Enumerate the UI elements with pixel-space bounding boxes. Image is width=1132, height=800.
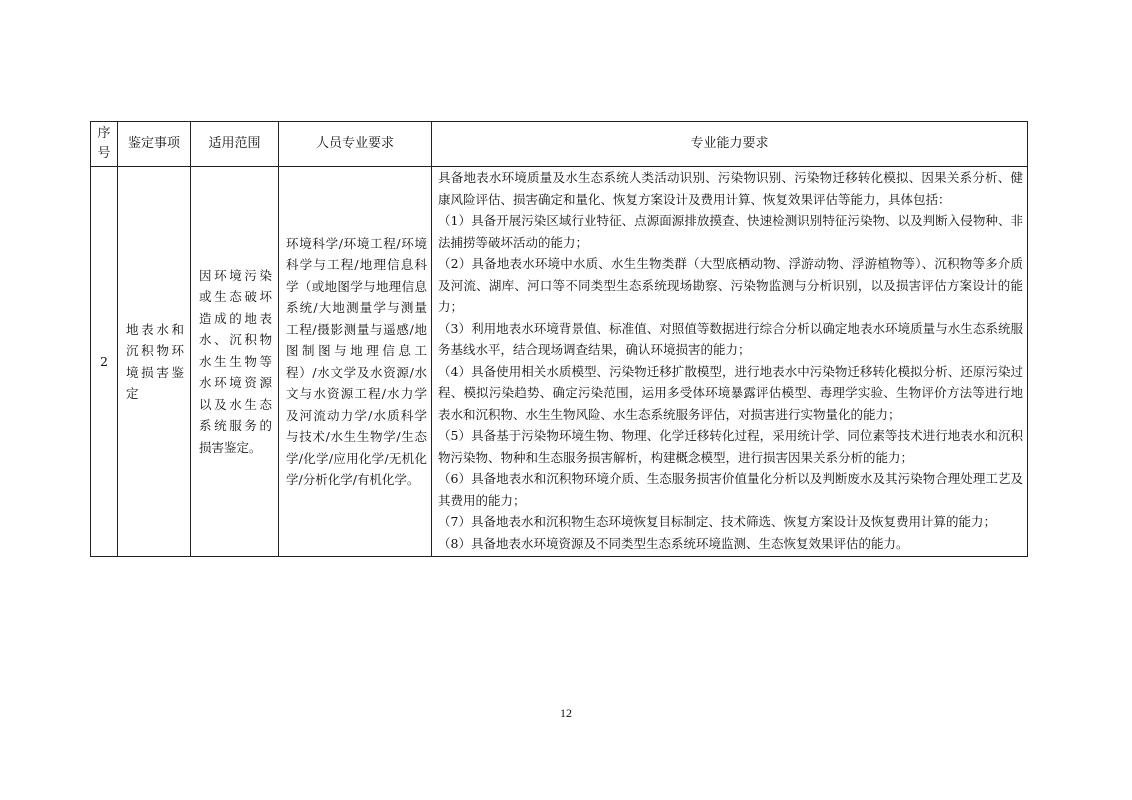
ability-item-8: （8）具备地表水环境资源及不同类型生态系统环境监测、生态恢复效果评估的能力。: [438, 535, 909, 551]
page-number: 12: [560, 706, 572, 720]
table-header-row: [91, 122, 1028, 167]
ability-intro: 具备地表水环境质量及水生态系统人类活动识别、污染物识别、污染物迁移转化模拟、因果关系分析、健康风险评估、损害确定和量化、恢复方案设计及费用计算、恢复效果评估等能力，具体包括：: [438, 170, 1023, 207]
ability-item-6: （6）具备地表水和沉积物环境介质、生态服务损害价值量化分析以及判断废水及其污染物合理处理工艺及其费用的能力；: [438, 471, 1023, 508]
row-scope: 因环境污染或生态破坏造成的地表水、沉积物水生生物等水环境资源以及水生态系统服务的损害鉴定。: [191, 167, 279, 557]
ability-item-2: （2）具备地表水环境中水质、水生生物类群（大型底栖动物、浮游动物、浮游植物等）、沉积物等多介质及河流、湖库、河口等不同类型生态系统现场勘察、污染物监测与分析识别，以及损害评估方案设计的能力；: [438, 256, 1023, 314]
header-scope: 适用范围: [191, 122, 279, 167]
header-serial-number-line1: 序: [97, 126, 111, 141]
ability-item-3: （3）利用地表水环境背景值、标准值、对照值等数据进行综合分析以确定地表水环境质量与水生态系统服务基线水平，结合现场调查结果，确认环境损害的能力；: [438, 320, 1023, 357]
ability-item-7: （7）具备地表水和沉积物生态环境恢复目标制定、技术筛选、恢复方案设计及恢复费用计算的能力；: [438, 514, 996, 529]
ability-item-1: （1）具备开展污染区域行业特征、点源面源排放摸查、快速检测识别特征污染物、以及判断入侵物种、非法捕捞等破坏活动的能力；: [438, 213, 1023, 250]
header-appraisal-item: 鉴定事项: [118, 122, 191, 167]
requirements-table: [90, 121, 1028, 557]
ability-item-5: （5）具备基于污染物环境生物、物理、化学迁移转化过程，采用统计学、同位素等技术进行地表水和沉积物污染物、物种和生态服务损害解析，构建概念模型，进行损害因果关系分析的能力；: [438, 428, 1023, 465]
row-serial-number: 2: [91, 167, 118, 557]
table-row: [91, 167, 1028, 557]
row-personnel-requirements: 环境科学/环境工程/环境科学与工程/地理信息科学（或地图学与地理信息系统/大地测量学与测量工程/摄影测量与遥感/地图制图与地理信息工程）/水文学及水资源/水文与水资源工程/水力学及河流动力学/水质科学与技术/水生生物学/生态学/化学/应用化学/无机化学/分析化学/有机化学。: [279, 167, 432, 557]
header-ability-requirements: 专业能力要求: [432, 122, 1028, 167]
row-ability-requirements: [432, 167, 1028, 557]
header-personnel-requirements: 人员专业要求: [279, 122, 432, 167]
ability-item-4: （4）具备使用相关水质模型、污染物迁移扩散模型，进行地表水中污染物迁移转化模拟分析、还原污染过程、模拟污染趋势、确定污染范围，运用多受体环境暴露评估模型、毒理学实验、生物评价方法等进行地表水和沉积物、水生生物风险、水生态系统服务评估，对损害进行实物量化的能力；: [438, 363, 1023, 422]
row-appraisal-item: 地表水和沉积物环境损害鉴定: [118, 167, 191, 557]
header-serial-number: [91, 122, 118, 167]
header-serial-number-line2: 号: [97, 146, 111, 161]
